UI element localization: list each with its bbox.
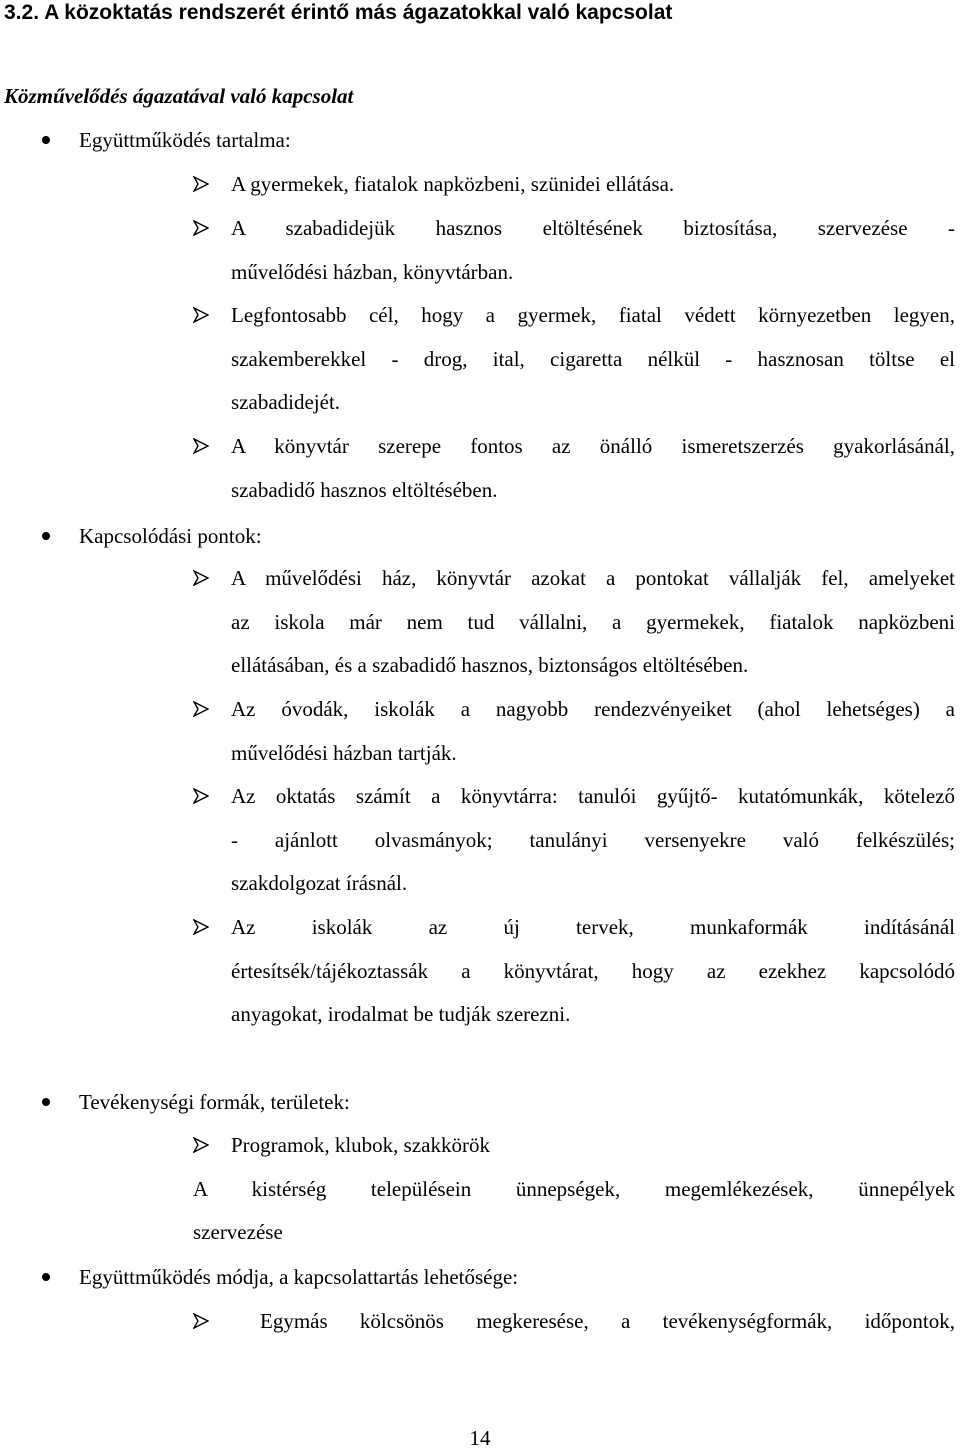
list-item-line: értesítsék/tájékoztassák a könyvtárat, hogy az ezekhez kapcsolódó bbox=[231, 959, 955, 983]
list-item-line: Az óvodák, iskolák a nagyobb rendezvényeiket (ahol lehetséges) a bbox=[231, 697, 955, 721]
list-item-line: szabadidő hasznos eltöltésében. bbox=[231, 478, 498, 502]
bullet-title: Együttműködés tartalma: bbox=[79, 128, 291, 152]
list-item-line: szakemberekkel - drog, ital, cigaretta nélkül - hasznosan töltse el bbox=[231, 347, 955, 371]
list-item-line: szakdolgozat írásnál. bbox=[231, 871, 408, 895]
arrow-bullet-icon bbox=[193, 570, 209, 586]
list-item-line: A szabadidejük hasznos eltöltésének biztosítása, szervezése - bbox=[231, 216, 955, 240]
list-item-line: anyagokat, irodalmat be tudják szerezni. bbox=[231, 1002, 571, 1026]
list-item-line: Az iskolák az új tervek, munkaformák indításánál bbox=[231, 915, 955, 939]
bullet-title: Kapcsolódási pontok: bbox=[79, 524, 262, 548]
list-item-line: Egymás kölcsönös megkeresése, a tevékenységformák, időpontok, bbox=[260, 1309, 955, 1333]
arrow-bullet-icon bbox=[193, 438, 209, 454]
arrow-bullet-icon bbox=[193, 701, 209, 717]
list-item-line: művelődési házban tartják. bbox=[231, 741, 457, 765]
list-item-line: Az oktatás számít a könyvtárra: tanulói gyűjtő- kutatómunkák, kötelező bbox=[231, 784, 955, 808]
arrow-bullet-icon bbox=[193, 1137, 209, 1153]
bullet-dot-icon bbox=[42, 136, 50, 144]
bullet-title: Tevékenységi formák, területek: bbox=[79, 1090, 350, 1114]
arrow-bullet-icon bbox=[193, 307, 209, 323]
list-item-line: - ajánlott olvasmányok; tanulányi versenyekre való felkészülés; bbox=[231, 828, 955, 852]
section-heading: 3.2. A közoktatás rendszerét érintő más ágazatokkal való kapcsolat bbox=[4, 1, 673, 24]
bullet-dot-icon bbox=[42, 1273, 50, 1281]
list-item-line: Legfontosabb cél, hogy a gyermek, fiatal védett környezetben legyen, bbox=[231, 303, 955, 327]
list-item-line: A művelődési ház, könyvtár azokat a pontokat vállalják fel, amelyeket bbox=[231, 566, 955, 590]
bullet-dot-icon bbox=[42, 532, 50, 540]
list-item-line: Programok, klubok, szakkörök bbox=[231, 1133, 490, 1157]
bullet-dot-icon bbox=[42, 1098, 50, 1106]
paragraph-line: szervezése bbox=[193, 1220, 283, 1244]
paragraph-line: A kistérség településein ünnepségek, megemlékezések, ünnepélyek bbox=[193, 1177, 955, 1201]
arrow-bullet-icon bbox=[193, 919, 209, 935]
arrow-bullet-icon bbox=[193, 220, 209, 236]
list-item-line: A könyvtár szerepe fontos az önálló ismeretszerzés gyakorlásánál, bbox=[231, 434, 955, 458]
list-item-line: ellátásában, és a szabadidő hasznos, biztonságos eltöltésében. bbox=[231, 653, 749, 677]
list-item-line: A gyermekek, fiatalok napközbeni, szünidei ellátása. bbox=[231, 172, 675, 196]
arrow-bullet-icon bbox=[193, 788, 209, 804]
arrow-bullet-icon bbox=[193, 176, 209, 192]
list-item-line: művelődési házban, könyvtárban. bbox=[231, 260, 514, 284]
page-number: 14 bbox=[469, 1426, 491, 1450]
subsection-heading: Közművelődés ágazatával való kapcsolat bbox=[4, 84, 354, 108]
list-item-line: szabadidejét. bbox=[231, 390, 341, 414]
list-item-line: az iskola már nem tud vállalni, a gyermekek, fiatalok napközbeni bbox=[231, 610, 955, 634]
arrow-bullet-icon bbox=[193, 1313, 209, 1329]
bullet-title: Együttműködés módja, a kapcsolattartás lehetősége: bbox=[79, 1265, 519, 1289]
